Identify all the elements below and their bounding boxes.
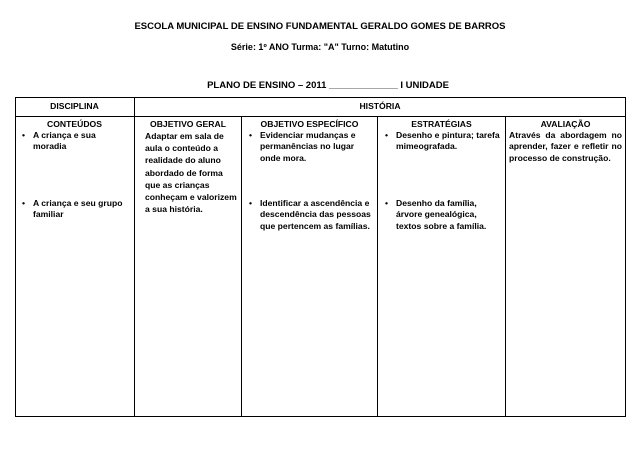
disciplina-value: HISTÓRIA [359,101,401,111]
plan-title: PLANO DE ENSINO – 2011 _____________ I UNIDADE [207,80,449,91]
header-objetivo-especifico: OBJETIVO ESPECÍFICO [260,119,359,129]
header-avaliacao: AVALIAÇÃO [540,119,591,129]
conteudo-item: • A criança e sua moradia [20,130,128,153]
header-estrategias: ESTRATÉGIAS [411,119,472,129]
objetivo-especifico-item: • Identificar a ascendência e descendência das pessoas que pertencem as famílias. [247,198,372,232]
school-name: ESCOLA MUNICIPAL DE ENSINO FUNDAMENTAL GERALDO GOMES DE BARROS [134,21,506,32]
estrategia-item: • Desenho e pintura; tarefa mimeografada. [383,130,505,153]
estrategia-item: • Desenho da família, árvore genealógica, textos sobre a família. [383,198,501,232]
objetivo-especifico-item: • Evidenciar mudanças e permanências no lugar onde mora. [247,130,375,164]
conteudo-item: • A criança e seu grupo familiar [20,198,128,221]
header-conteudos: CONTEÚDOS [47,119,102,129]
header-objetivo-geral: OBJETIVO GERAL [150,119,226,129]
class-info: Série: 1º ANO Turma: "A" Turno: Matutino [230,42,410,52]
disciplina-label: DISCIPLINA [50,101,99,111]
objetivo-geral-text: Adaptar em sala de aula o conteúdo a realidade do aluno abordado de forma que as crianças conheçam e valorizem a sua história. [145,131,237,215]
avaliacao-text: Através da abordagem no aprender, fazer e refletir no processo de construção. [509,130,622,163]
